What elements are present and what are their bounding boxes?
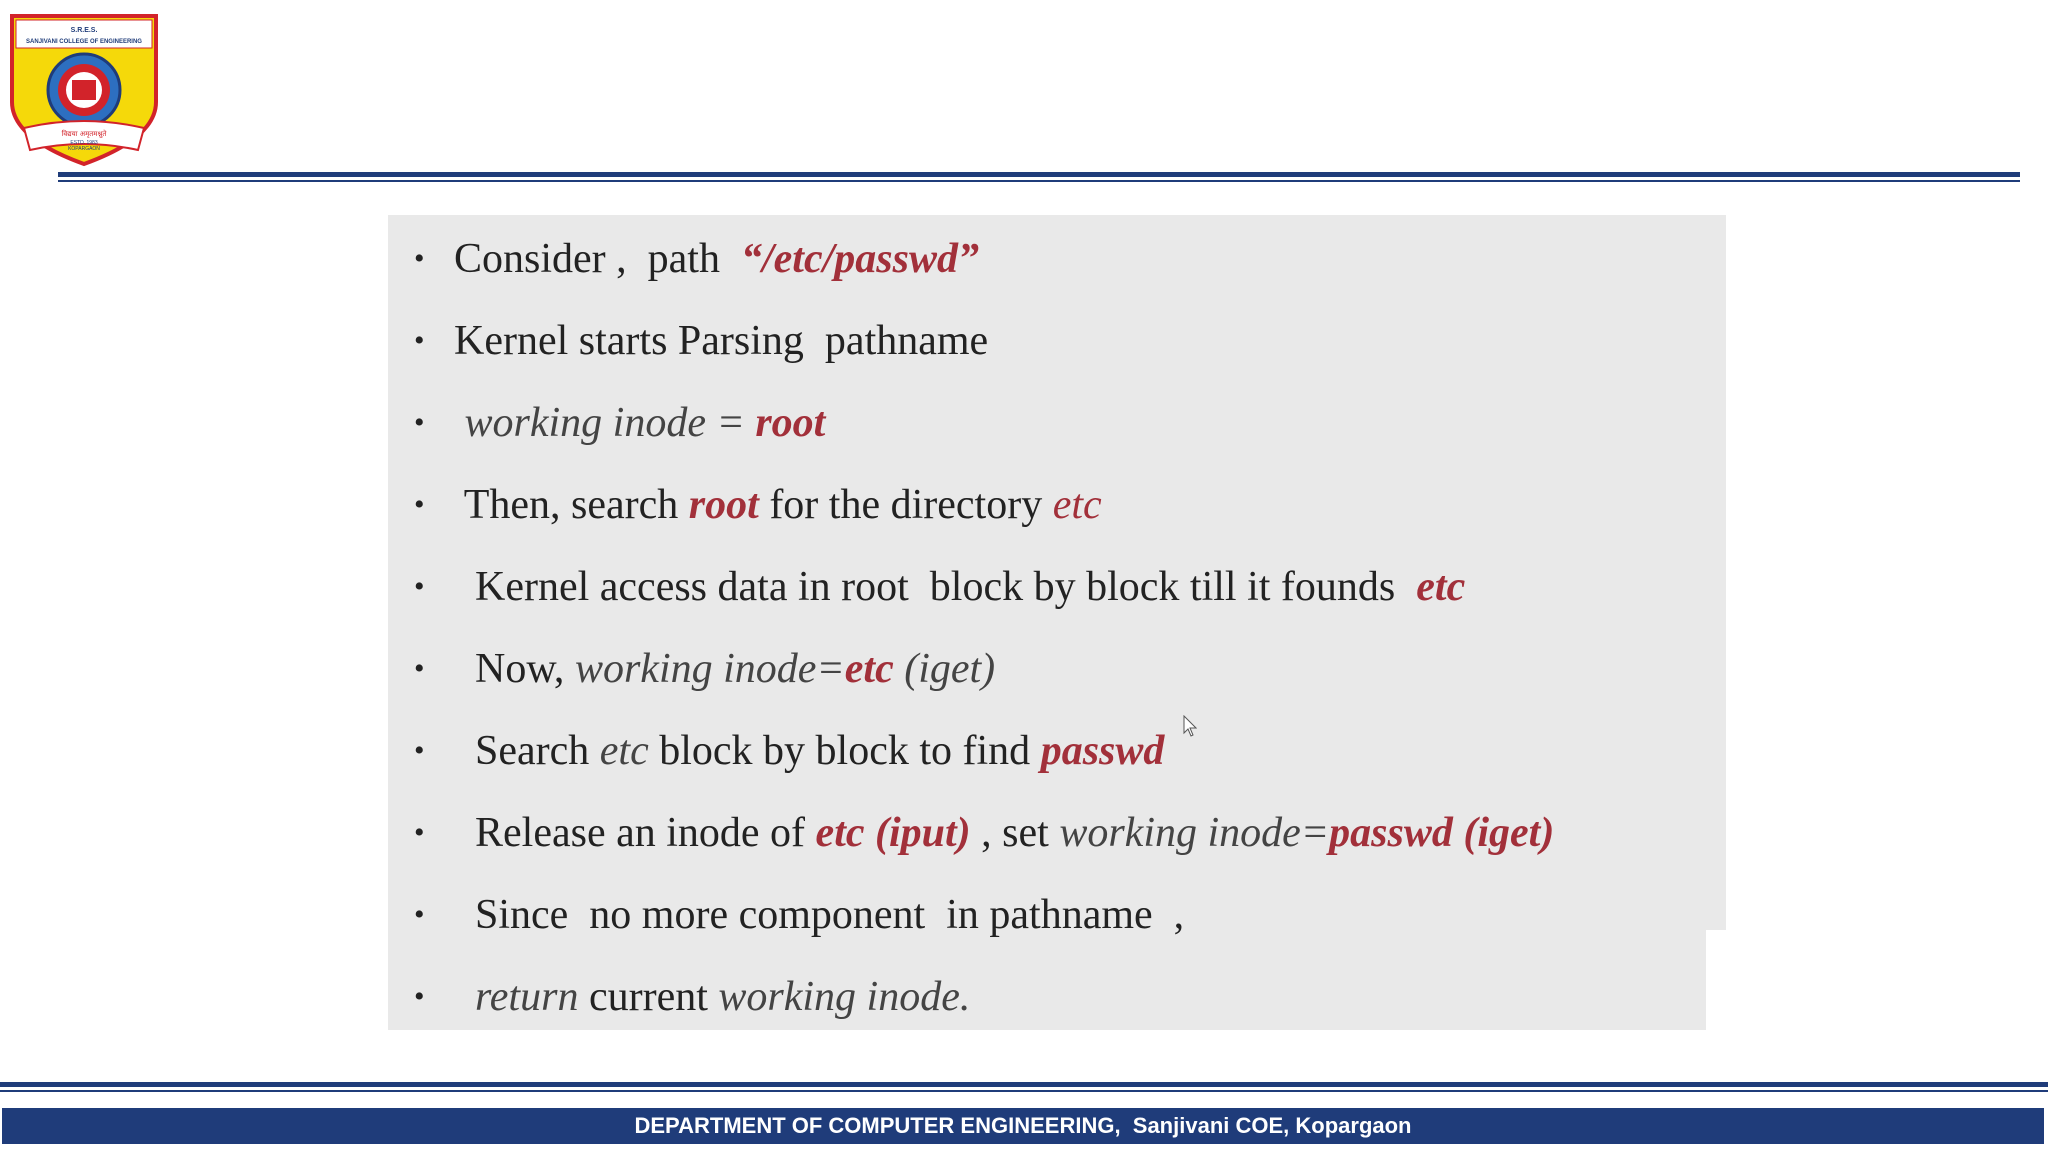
college-emblem-icon xyxy=(4,10,164,168)
bullet-text: root xyxy=(755,400,826,446)
bullet-item xyxy=(414,967,970,1027)
footer-text: DEPARTMENT OF COMPUTER ENGINEERING, Sanjivani COE, Kopargaon xyxy=(634,1113,1412,1138)
bullet-text: etc (iput) xyxy=(815,810,971,856)
bullet-text: working inode. xyxy=(718,974,971,1020)
bullet-text: Release an inode of xyxy=(454,810,816,856)
slide-content-panel xyxy=(388,215,1726,1030)
bullet-text: “/etc/passwd” xyxy=(740,236,979,282)
bullet-dot-icon: • xyxy=(414,898,425,931)
bullet-text: passwd xyxy=(1040,728,1165,774)
bullet-text: working inode= xyxy=(1059,810,1330,856)
logo-ring-text: SANJIVANI COLLEGE OF ENGINEERING xyxy=(26,39,142,45)
bullet-text: for the directory xyxy=(758,482,1053,528)
bullet-text: return xyxy=(454,974,579,1020)
bullet-item xyxy=(414,229,979,289)
bullet-text: passwd (iget) xyxy=(1329,810,1555,856)
logo-top-text: S.R.E.S. xyxy=(70,27,98,34)
bullet-text: block by block to find xyxy=(648,728,1041,774)
bullet-dot-icon: • xyxy=(414,570,425,603)
footer-bar xyxy=(2,1108,2044,1144)
footer-rule-thin xyxy=(0,1090,2048,1092)
bullet-text: Kernel starts Parsing pathname xyxy=(454,318,989,364)
bullet-dot-icon: • xyxy=(414,406,425,439)
header-rule-thin xyxy=(58,180,2020,182)
header-rule xyxy=(58,172,2020,177)
bullet-text: Now, xyxy=(454,646,575,692)
bullet-text: working inode = xyxy=(454,400,756,446)
bullet-item xyxy=(414,721,1164,781)
bullet-text: Search xyxy=(454,728,600,774)
bullet-text: Since no more component in pathname , xyxy=(454,892,1185,938)
bullet-text: etc xyxy=(1416,564,1466,610)
bullet-text: etc xyxy=(1052,482,1102,528)
bullet-dot-icon: • xyxy=(414,734,425,767)
bullet-text: root xyxy=(688,482,759,528)
bullet-dot-icon: • xyxy=(414,652,425,685)
logo-estd: ESTD. 1983 xyxy=(70,140,98,146)
bullet-text: Then, search xyxy=(454,482,689,528)
bullet-text: Kernel access data in root block by block till it founds xyxy=(454,564,1417,610)
bullet-dot-icon: • xyxy=(414,816,425,849)
bullet-dot-icon: • xyxy=(414,242,425,275)
logo-place: KOPARGAON xyxy=(68,146,100,152)
logo-motto: विद्यया अमृतमश्नुते xyxy=(61,130,107,138)
bullet-item xyxy=(414,885,1184,945)
bullet-item xyxy=(414,557,1465,617)
bullet-item xyxy=(414,803,1554,863)
bullet-item xyxy=(414,639,995,699)
bullet-text: Consider , path xyxy=(454,236,741,282)
bullet-text: etc xyxy=(844,646,894,692)
bullet-text: (iget) xyxy=(893,646,996,692)
bullet-text: working inode= xyxy=(574,646,845,692)
bullet-text: current xyxy=(578,974,719,1020)
footer-rule xyxy=(0,1082,2048,1087)
bullet-item xyxy=(414,475,1102,535)
bullet-text: , set xyxy=(970,810,1060,856)
bullet-dot-icon: • xyxy=(414,488,425,521)
mouse-cursor-icon xyxy=(1183,715,1197,737)
bullet-item xyxy=(414,393,825,453)
bullet-dot-icon: • xyxy=(414,980,425,1013)
bullet-text: etc xyxy=(599,728,649,774)
bullet-dot-icon: • xyxy=(414,324,425,357)
bullet-item xyxy=(414,311,988,371)
